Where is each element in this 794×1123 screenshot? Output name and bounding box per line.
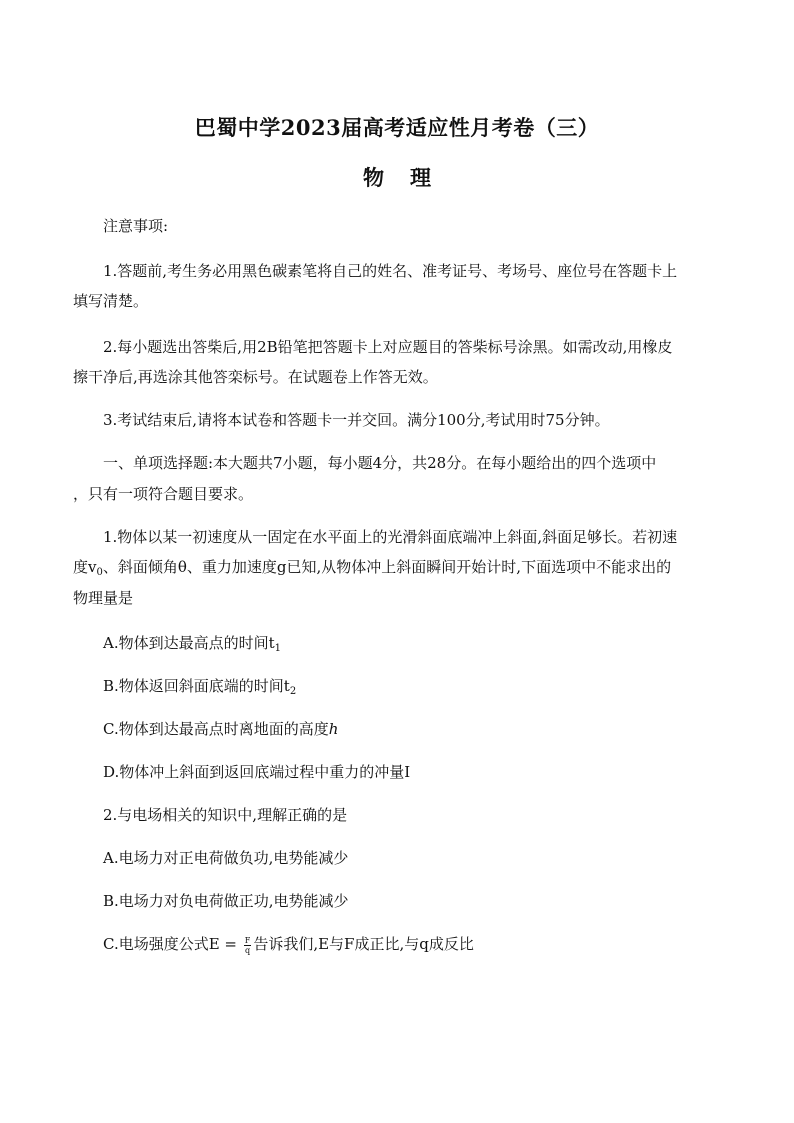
section-1-intro-line-1: 一、单项选择题:本大题共7小题，每小题4分，共28分。在每小题给出的四个选项中 [103,454,657,472]
q2-option-b: B.电场力对负电荷做正功,电势能减少 [103,892,349,910]
q1-stem-line-2: 度$v_0$、斜面倾角θ、重力加速度g已知,从物体冲上斜面瞬间开始计时,下面选项中不能求出的 [73,558,672,578]
q1-option-a: A.物体到达最高点的时间$t_1$ [103,634,282,654]
q2-option-a: A.电场力对正电荷做负功,电势能减少 [103,849,349,867]
section-1-intro-line-2: ，只有一项符合题目要求。 [73,485,254,503]
notice-item-1-line-2: 填写清楚。 [73,292,149,310]
notice-item-3: 3.考试结束后,请将本试卷和答题卡一并交回。满分100分,考试用时75分钟。 [103,411,610,429]
notice-heading: 注意事项: [103,217,169,235]
subject-heading [0,162,794,192]
notice-item-2-line-1: 2.每小题选出答柴后,用2B铅笔把答题卡上对应题目的答柴标号涂黑。如需改动,用橡皮 [103,338,673,356]
q1-option-b: B.物体返回斜面底端的时间$t_2$ [103,677,297,697]
q1-option-d: D.物体冲上斜面到返回底端过程中重力的冲量I [103,763,411,781]
subject-char-right: 理 [410,165,431,190]
q2-option-c: C.电场强度公式E = $\frac{F}{q}$ 告诉我们,E与F成正比,与q成反比 [103,935,474,955]
q1-stem-line-3: 物理量是 [73,589,134,607]
q1-option-c: C.物体到达最高点时离地面的高度h [103,720,339,738]
notice-item-1-line-1: 1.答题前,考生务必用黑色碳素笔将自己的姓名、准考证号、考场号、座位号在答题卡上 [103,262,678,280]
q1-stem-line-1: 1.物体以某一初速度从一固定在水平面上的光滑斜面底端冲上斜面,斜面足够长。若初速 [103,528,678,546]
q2-stem: 2.与电场相关的知识中,理解正确的是 [103,806,348,824]
exam-title: 巴蜀中学2023届高考适应性月考卷（三） [194,115,600,140]
notice-item-2-line-2: 擦干净后,再选涂其他答栾标号。在试题卷上作答无效。 [73,368,438,386]
subject-char-left: 物 [363,165,384,190]
field-strength-fraction: $\frac{F}{q}$ [244,935,251,955]
